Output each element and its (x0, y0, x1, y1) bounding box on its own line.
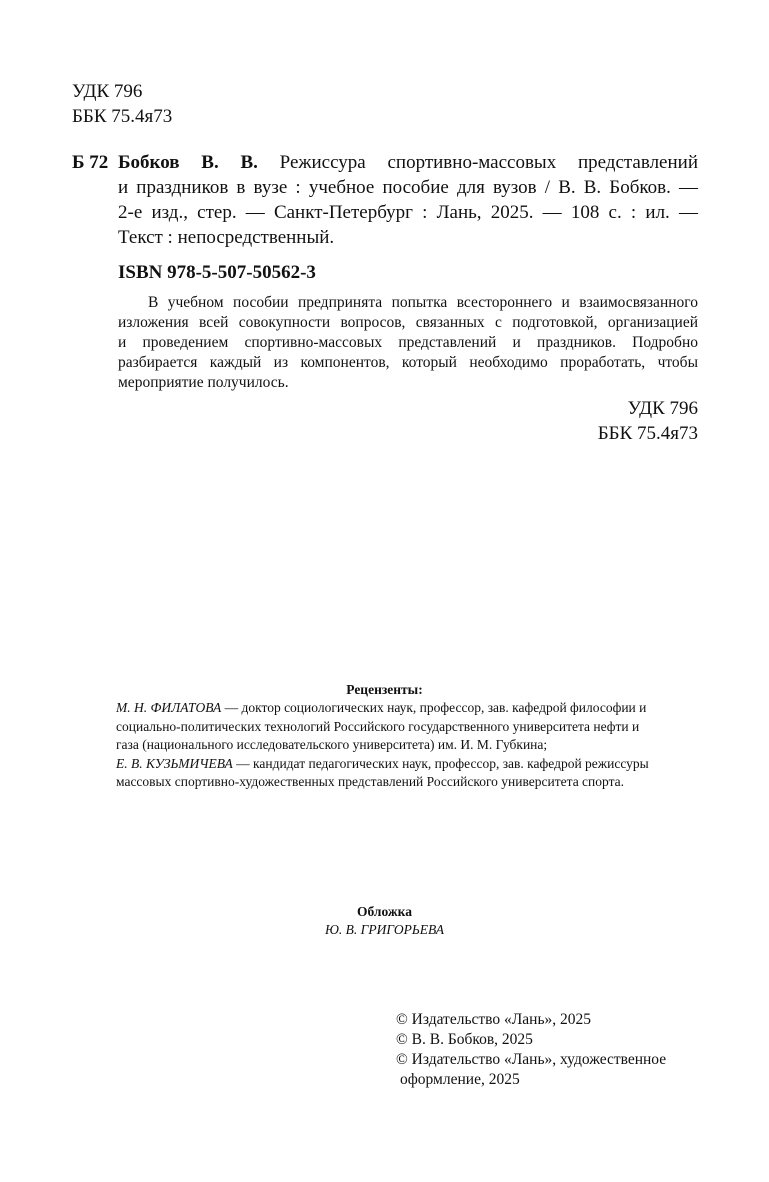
biblio-line-2: и праздников в вузе : учебное пособие для вузов / В. В. Бобков. — (118, 177, 698, 198)
biblio-line-3: 2-е изд., стер. — Санкт-Петербург : Лань, 2025. — 108 с. : ил. — (118, 202, 698, 223)
bottom-classification-codes (480, 396, 698, 446)
udk-code-top: УДК 796 (72, 81, 143, 102)
abstract-line-4: разбирается каждый из компонентов, который необходимо проработать, чтобы (118, 354, 698, 371)
author-name: Бобков В. В. (118, 152, 258, 173)
biblio-line-1 (118, 150, 698, 175)
bibliographic-description (118, 150, 698, 250)
abstract-line-5: мероприятие получилось. (118, 374, 289, 391)
copyrights (396, 1010, 666, 1090)
reviewer-1-name: М. Н. ФИЛАТОВА (116, 700, 222, 715)
abstract-line-2: изложения всей совокупности вопросов, связанных с подготовкой, организацией (118, 314, 698, 331)
reviewer-1-line-1 (116, 699, 698, 718)
copyright-author: © В. В. Бобков, 2025 (396, 1031, 533, 1048)
reviewer-2-line-1 (116, 755, 698, 774)
abstract-line-3: и проведением спортивно-массовых представлений и праздников. Подробно (118, 334, 698, 351)
author-mark: Б 72 (72, 152, 109, 173)
copyright-design-cont: оформление, 2025 (400, 1071, 520, 1088)
reviewer-1-desc: — доктор социологических наук, профессор, зав. кафедрой философии и (221, 700, 647, 715)
reviewers-title: Рецензенты: (346, 682, 423, 697)
cover-title: Обложка (356, 904, 412, 919)
reviewer-2-line-2: массовых спортивно-художественных представлений Российского университета спорта. (116, 774, 625, 789)
udk-code-bottom: УДК 796 (627, 398, 698, 419)
book-title: Режиссура спортивно-массовых представлений (279, 152, 698, 173)
reviewer-2-name: Е. В. КУЗЬМИЧЕВА (116, 755, 233, 771)
reviewer-1-line-2: социально-политических технологий Российского государственного университета нефти и (116, 718, 640, 734)
abstract (118, 293, 698, 393)
top-classification-codes (72, 79, 172, 129)
copyright-publisher: © Издательство «Лань», 2025 (396, 1011, 592, 1028)
biblio-line-4: Текст : непосредственный. (118, 227, 335, 248)
cover-artist: Ю. В. ГРИГОРЬЕВА (324, 922, 445, 937)
reviewers-list (116, 699, 698, 792)
reviewer-1-line-3: газа (национального исследовательского университета) им. И. М. Губкина; (116, 737, 548, 752)
isbn: ISBN 978-5-507-50562-3 (118, 262, 316, 283)
reviewer-2-desc: — кандидат педагогических наук, профессор, зав. кафедрой режиссуры (232, 755, 649, 771)
copyright-design: © Издательство «Лань», художественное (396, 1051, 667, 1068)
bbk-code-top: ББК 75.4я73 (72, 106, 173, 127)
bbk-code-bottom: ББК 75.4я73 (597, 423, 698, 444)
abstract-line-1: В учебном пособии предпринята попытка всестороннего и взаимосвязанного (148, 294, 698, 311)
